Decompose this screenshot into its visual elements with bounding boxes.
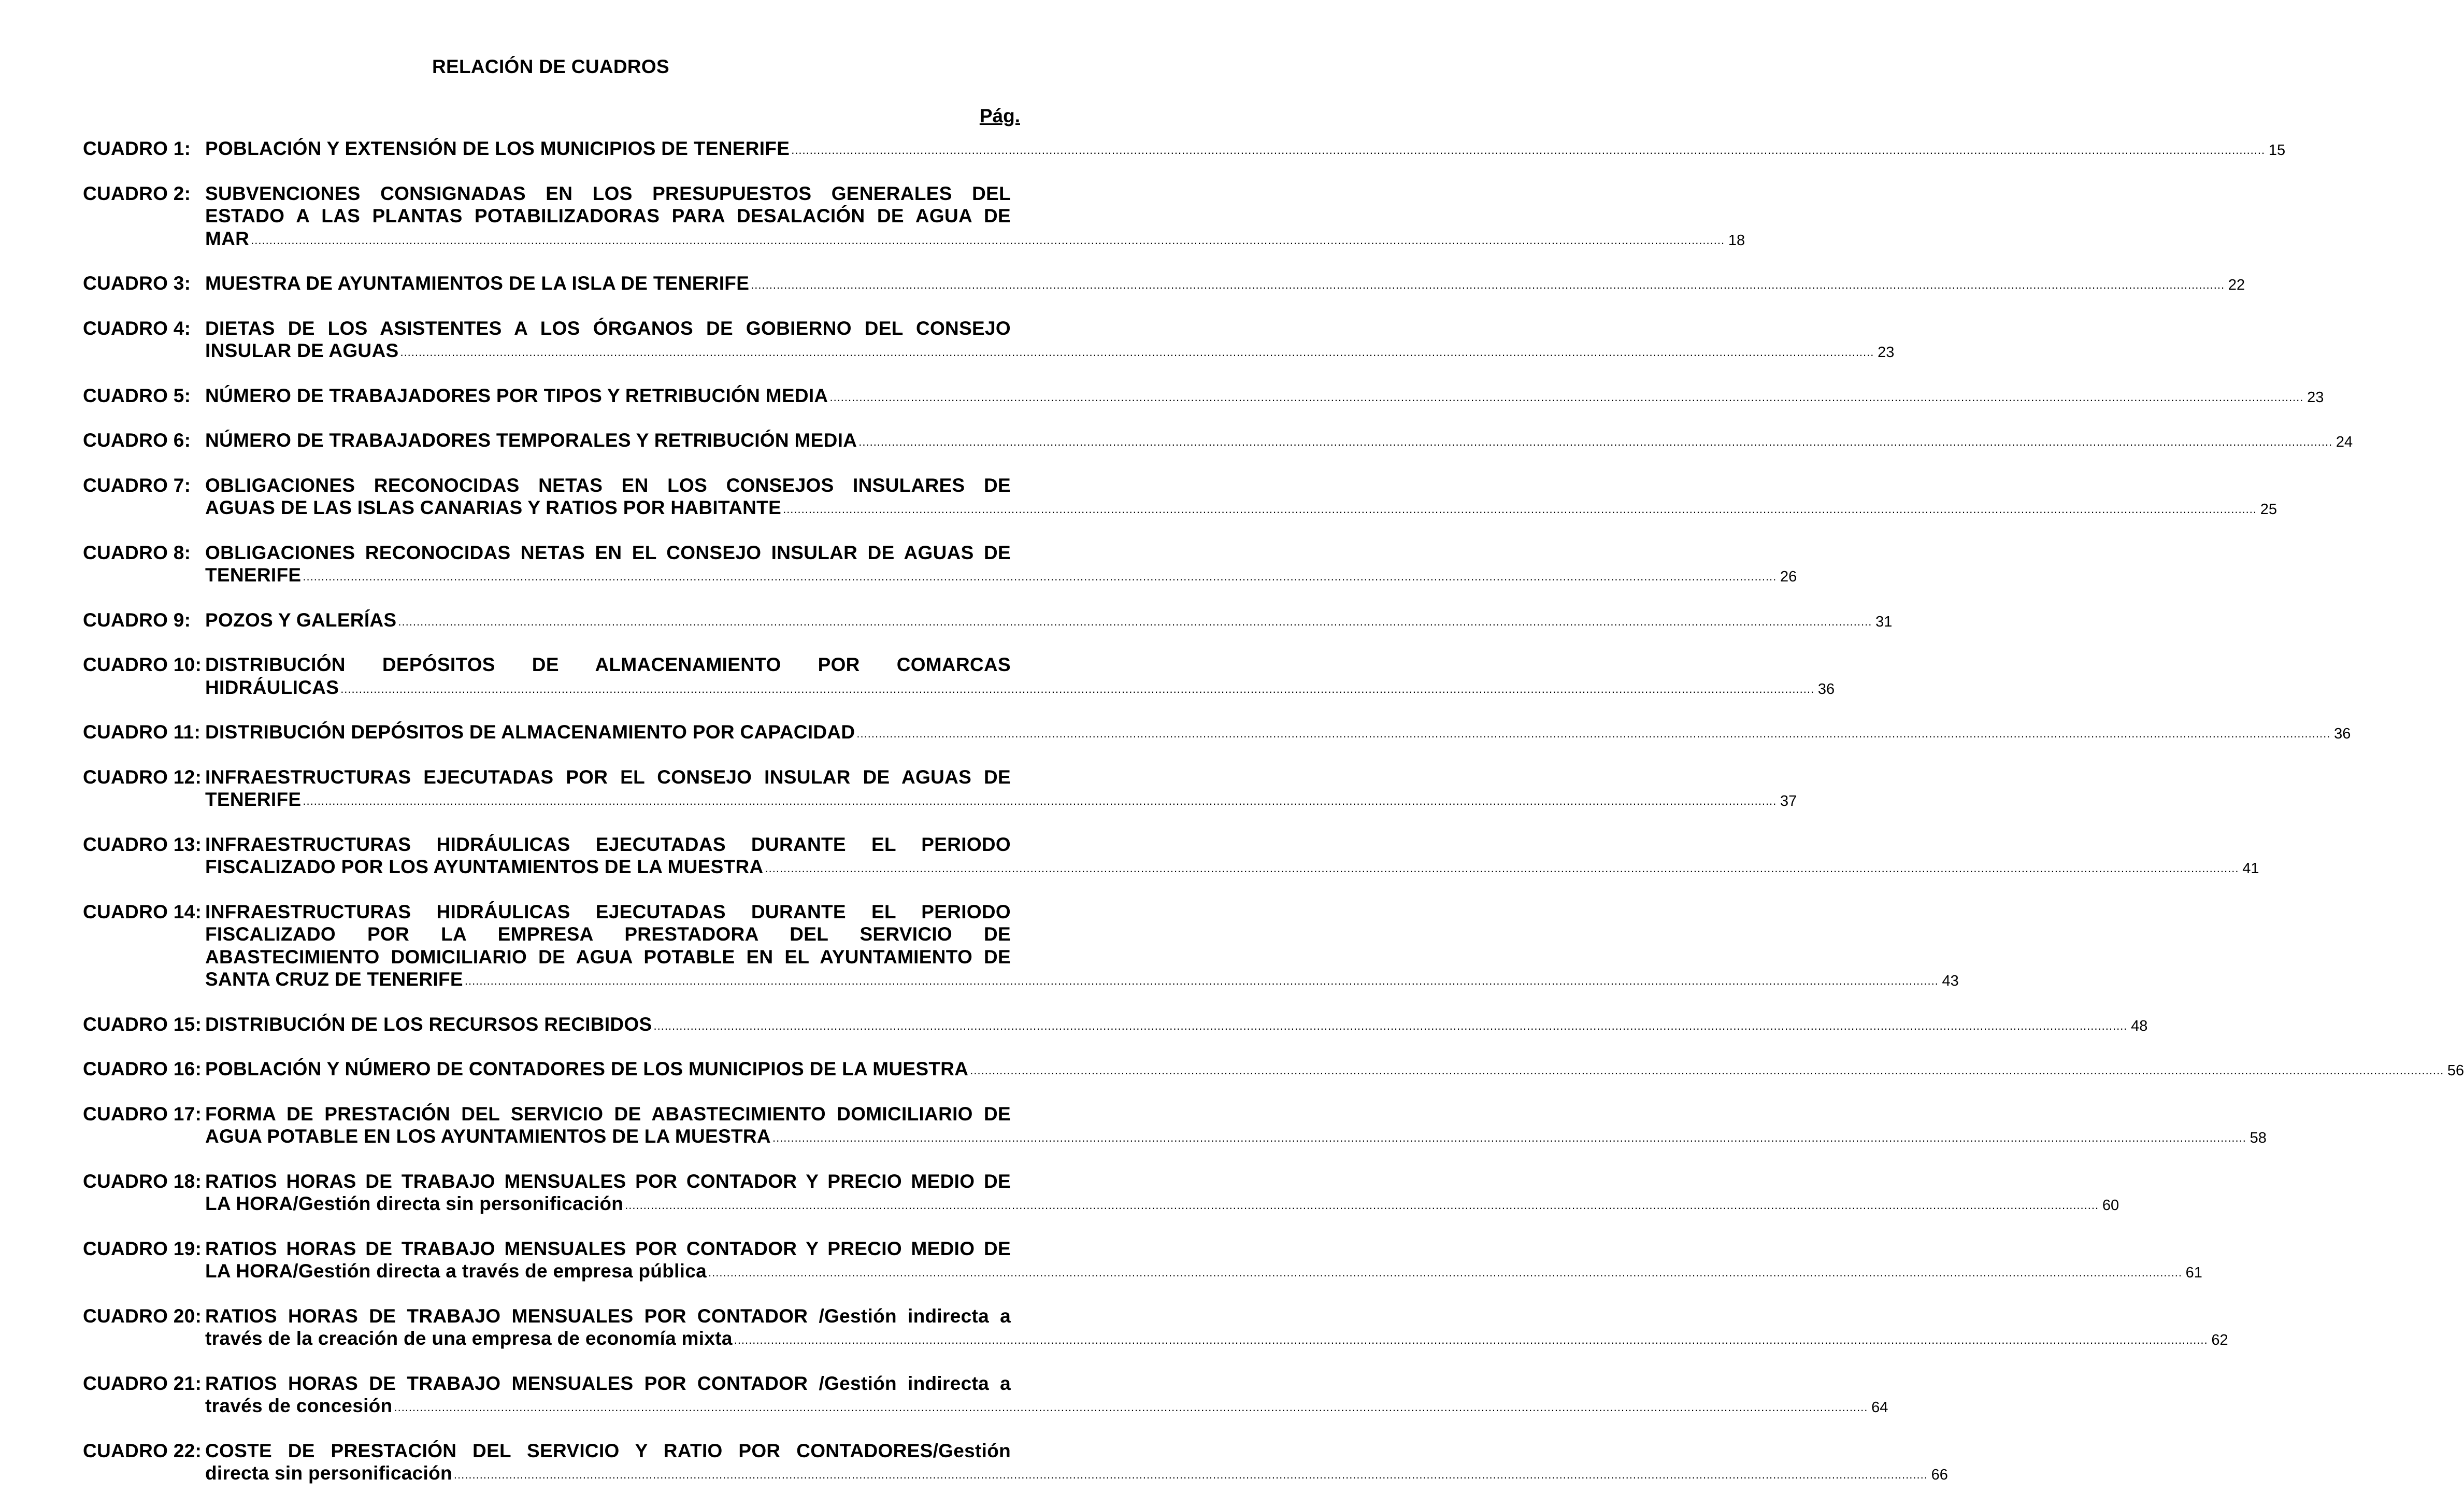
toc-entry[interactable] bbox=[83, 1238, 2202, 1285]
toc-entry-text: través de concesión bbox=[205, 1395, 393, 1416]
dot-leader: ................................................................................................................................................................................................................................................................................................................................................................................................................ bbox=[653, 1019, 2128, 1032]
page-column-label: Pág. bbox=[979, 105, 1020, 126]
toc-entry-last-line bbox=[205, 228, 1745, 253]
toc-entry-text: DISTRIBUCIÓN DE LOS RECURSOS RECIBIDOS bbox=[205, 1013, 652, 1035]
dot-leader: ................................................................................................................................................................................................................................................................................................................................................................................................................ bbox=[464, 974, 1939, 987]
toc-entry-label: CUADRO 16: bbox=[83, 1058, 202, 1079]
toc-entry-text-line: INFRAESTRUCTURAS HIDRÁULICAS EJECUTADAS DURANTE EL PERIODO bbox=[205, 833, 1011, 855]
toc-entry-text: NÚMERO DE TRABAJADORES POR TIPOS Y RETRIBUCIÓN MEDIA bbox=[205, 385, 828, 406]
toc-entry-page-number[interactable]: 36 bbox=[2334, 726, 2351, 742]
dot-leader: ................................................................................................................................................................................................................................................................................................................................................................................................................ bbox=[734, 1333, 2208, 1346]
toc-entry-body bbox=[205, 1372, 1888, 1420]
toc-entry-body bbox=[205, 609, 1893, 634]
toc-entry[interactable] bbox=[83, 1058, 2464, 1083]
dot-leader: ................................................................................................................................................................................................................................................................................................................................................................................................................ bbox=[772, 1131, 2246, 1144]
dot-leader: ................................................................................................................................................................................................................................................................................................................................................................................................................ bbox=[625, 1199, 2099, 1212]
toc-entry-page-number[interactable]: 58 bbox=[2250, 1130, 2267, 1146]
toc-entry-page-number[interactable]: 22 bbox=[2228, 277, 2245, 293]
toc-entry-text-line: RATIOS HORAS DE TRABAJO MENSUALES POR CONTADOR Y PRECIO MEDIO DE bbox=[205, 1238, 1011, 1259]
toc-entry-last-line bbox=[205, 1125, 2267, 1150]
toc-entry-text: POBLACIÓN Y EXTENSIÓN DE LOS MUNICIPIOS DE TENERIFE bbox=[205, 138, 790, 159]
dot-leader: ................................................................................................................................................................................................................................................................................................................................................................................................................ bbox=[791, 144, 2266, 157]
dot-leader: ................................................................................................................................................................................................................................................................................................................................................................................................................ bbox=[251, 233, 1725, 247]
toc-entry-label: CUADRO 18: bbox=[83, 1170, 202, 1192]
toc-entry-text-line: OBLIGACIONES RECONOCIDAS NETAS EN LOS CONSEJOS INSULARES DE bbox=[205, 474, 1011, 496]
toc-entry-body bbox=[205, 901, 1959, 993]
dot-leader: ................................................................................................................................................................................................................................................................................................................................................................................................................ bbox=[858, 435, 2333, 448]
toc-entry[interactable] bbox=[83, 901, 1959, 993]
toc-entry-page-number[interactable]: 25 bbox=[2260, 501, 2277, 518]
toc-entry-text-line: ABASTECIMIENTO DOMICILIARIO DE AGUA POTABLE EN EL AYUNTAMIENTO DE bbox=[205, 946, 1011, 968]
toc-entry-last-line bbox=[205, 1013, 2148, 1039]
toc-entry-text-line: FISCALIZADO POR LA EMPRESA PRESTADORA DEL SERVICIO DE bbox=[205, 923, 1011, 945]
toc-entry-label: CUADRO 17: bbox=[83, 1103, 202, 1125]
toc-entry-page-number[interactable]: 64 bbox=[1871, 1399, 1888, 1416]
toc-entry-label: CUADRO 13: bbox=[83, 833, 202, 855]
toc-entry-label: CUADRO 6: bbox=[83, 430, 191, 451]
toc-entry-label: CUADRO 8: bbox=[83, 542, 191, 563]
toc-entry-text: AGUAS DE LAS ISLAS CANARIAS Y RATIOS POR HABITANTE bbox=[205, 497, 782, 518]
toc-entry-text-line: OBLIGACIONES RECONOCIDAS NETAS EN EL CONSEJO INSULAR DE AGUAS DE bbox=[205, 542, 1011, 563]
toc-entry-body bbox=[205, 474, 2277, 522]
toc-entry-text-line: RATIOS HORAS DE TRABAJO MENSUALES POR CONTADOR Y PRECIO MEDIO DE bbox=[205, 1170, 1011, 1192]
toc-entry[interactable] bbox=[83, 474, 2277, 522]
toc-entry-last-line bbox=[205, 385, 2324, 410]
toc-entry[interactable] bbox=[83, 272, 2245, 297]
toc-entry[interactable] bbox=[83, 1170, 2119, 1218]
toc-entry-label: CUADRO 14: bbox=[83, 901, 202, 922]
toc-entry[interactable] bbox=[83, 137, 2286, 163]
toc-entry-page-number[interactable]: 66 bbox=[1931, 1467, 1948, 1483]
toc-entry[interactable] bbox=[83, 1372, 1888, 1420]
toc-entry-page-number[interactable]: 23 bbox=[1878, 344, 1895, 361]
dot-leader: ................................................................................................................................................................................................................................................................................................................................................................................................................ bbox=[751, 278, 2225, 291]
toc-entry[interactable] bbox=[83, 429, 2353, 454]
toc-entry-body bbox=[205, 182, 1745, 253]
toc-entry-body bbox=[205, 1013, 2148, 1039]
toc-entry-body bbox=[205, 766, 1797, 814]
toc-entry-page-number[interactable]: 62 bbox=[2211, 1332, 2228, 1348]
toc-entry-body bbox=[205, 1238, 2202, 1285]
toc-entry-last-line bbox=[205, 272, 2245, 297]
toc-entry-label: CUADRO 2: bbox=[83, 182, 191, 204]
toc-entry-label: CUADRO 4: bbox=[83, 317, 191, 339]
toc-entry-text: POBLACIÓN Y NÚMERO DE CONTADORES DE LOS MUNICIPIOS DE LA MUESTRA bbox=[205, 1058, 969, 1079]
dot-leader: ................................................................................................................................................................................................................................................................................................................................................................................................................ bbox=[453, 1468, 1928, 1481]
dot-leader: ................................................................................................................................................................................................................................................................................................................................................................................................................ bbox=[398, 615, 1872, 628]
toc-entry-last-line bbox=[205, 1260, 2202, 1285]
toc-entry-body bbox=[205, 317, 1895, 365]
toc-entry-last-line bbox=[205, 1327, 2228, 1353]
toc-entry-last-line bbox=[205, 429, 2353, 454]
toc-entry-last-line bbox=[205, 1058, 2464, 1083]
toc-entry-label: CUADRO 22: bbox=[83, 1440, 202, 1461]
toc-entry-text: SANTA CRUZ DE TENERIFE bbox=[205, 969, 463, 990]
dot-leader: ................................................................................................................................................................................................................................................................................................................................................................................................................ bbox=[783, 503, 2257, 516]
toc-entry-text-line: FORMA DE PRESTACIÓN DEL SERVICIO DE ABASTECIMIENTO DOMICILIARIO DE bbox=[205, 1103, 1011, 1125]
toc-entry-body bbox=[205, 385, 2324, 410]
toc-entry[interactable] bbox=[83, 653, 1835, 701]
dot-leader: ................................................................................................................................................................................................................................................................................................................................................................................................................ bbox=[856, 727, 2331, 740]
toc-entry-page-number[interactable]: 41 bbox=[2242, 860, 2259, 877]
toc-entry-last-line bbox=[205, 1395, 1888, 1420]
toc-entry-text: AGUA POTABLE EN LOS AYUNTAMIENTOS DE LA MUESTRA bbox=[205, 1126, 771, 1147]
dot-leader: ................................................................................................................................................................................................................................................................................................................................................................................................................ bbox=[303, 570, 1777, 583]
dot-leader: ................................................................................................................................................................................................................................................................................................................................................................................................................ bbox=[340, 682, 1815, 695]
toc-entry-last-line bbox=[205, 1192, 2119, 1218]
toc-entry-text: MUESTRA DE AYUNTAMIENTOS DE LA ISLA DE TENERIFE bbox=[205, 273, 750, 294]
toc-entry-last-line bbox=[205, 496, 2277, 522]
toc-entry[interactable] bbox=[83, 609, 1893, 634]
toc-entry-label: CUADRO 10: bbox=[83, 654, 202, 675]
toc-entry-text-line: COSTE DE PRESTACIÓN DEL SERVICIO Y RATIO POR CONTADORES/Gestión bbox=[205, 1440, 1011, 1461]
toc-entry-label: CUADRO 3: bbox=[83, 273, 191, 294]
toc-entry-text: INSULAR DE AGUAS bbox=[205, 340, 399, 361]
toc-entry-page-number[interactable]: 43 bbox=[1942, 973, 1959, 989]
toc-entry-label: CUADRO 7: bbox=[83, 474, 191, 496]
toc-entry-page-number[interactable]: 60 bbox=[2102, 1197, 2119, 1214]
toc-entry-last-line bbox=[205, 609, 1893, 634]
toc-entry-label: CUADRO 5: bbox=[83, 385, 191, 406]
dot-leader: ................................................................................................................................................................................................................................................................................................................................................................................................................ bbox=[394, 1401, 1868, 1414]
toc-entry-label: CUADRO 19: bbox=[83, 1238, 202, 1259]
toc-entry-last-line bbox=[205, 856, 2259, 881]
toc-entry-page-number[interactable]: 36 bbox=[1817, 680, 1835, 698]
toc-entry-page-number[interactable]: 56 bbox=[2447, 1062, 2464, 1079]
dot-leader: ................................................................................................................................................................................................................................................................................................................................................................................................................ bbox=[765, 862, 2239, 875]
toc-entry-text: NÚMERO DE TRABAJADORES TEMPORALES Y RETRIBUCIÓN MEDIA bbox=[205, 430, 857, 451]
toc-entry-body bbox=[205, 1305, 2228, 1353]
toc-entry[interactable] bbox=[83, 1103, 2267, 1150]
toc-entry-page-number[interactable]: 26 bbox=[1780, 568, 1797, 585]
dot-leader: ................................................................................................................................................................................................................................................................................................................................................................................................................ bbox=[829, 390, 2304, 404]
toc-entry-body bbox=[205, 542, 1797, 589]
dot-leader: ................................................................................................................................................................................................................................................................................................................................................................................................................ bbox=[400, 346, 1874, 359]
toc-entry-body bbox=[205, 272, 2245, 297]
toc-entry-text: DISTRIBUCIÓN DEPÓSITOS DE ALMACENAMIENTO POR CAPACIDAD bbox=[205, 721, 855, 743]
toc-entry[interactable] bbox=[83, 721, 2351, 746]
toc-entry-text-line: DISTRIBUCIÓN DEPÓSITOS DE ALMACENAMIENTO POR COMARCAS bbox=[205, 654, 1011, 675]
toc-entry-text-line: INFRAESTRUCTURAS HIDRÁULICAS EJECUTADAS DURANTE EL PERIODO bbox=[205, 901, 1011, 922]
toc-entry-last-line bbox=[205, 339, 1895, 365]
toc-entry[interactable] bbox=[83, 182, 1745, 253]
toc-entry-body bbox=[205, 721, 2351, 746]
toc-entry-label: CUADRO 20: bbox=[83, 1305, 202, 1327]
toc-entry-text: LA HORA/Gestión directa sin personificación bbox=[205, 1193, 624, 1214]
toc-entry[interactable] bbox=[83, 1305, 2228, 1353]
toc-entry-body bbox=[205, 1103, 2267, 1150]
toc-entry-body bbox=[205, 653, 1835, 701]
toc-entry[interactable] bbox=[83, 833, 2259, 881]
toc-entry-page-number[interactable]: 23 bbox=[2307, 389, 2324, 406]
toc-entry-page-number[interactable]: 61 bbox=[2185, 1264, 2202, 1281]
toc-entry-page-number[interactable]: 18 bbox=[1728, 232, 1745, 249]
toc-entry-label: CUADRO 21: bbox=[83, 1372, 202, 1394]
toc-entry-text: través de la creación de una empresa de economía mixta bbox=[205, 1328, 733, 1349]
toc-entry-last-line bbox=[205, 788, 1797, 814]
toc-entry-body bbox=[205, 1440, 1948, 1487]
toc-entry-page-number[interactable]: 15 bbox=[2268, 142, 2286, 159]
toc-entry-text-line: RATIOS HORAS DE TRABAJO MENSUALES POR CONTADOR /Gestión indirecta a bbox=[205, 1372, 1011, 1394]
dot-leader: ................................................................................................................................................................................................................................................................................................................................................................................................................ bbox=[708, 1266, 2182, 1279]
toc-entry[interactable] bbox=[83, 1440, 1948, 1487]
toc-entry-text-line: SUBVENCIONES CONSIGNADAS EN LOS PRESUPUESTOS GENERALES DEL bbox=[205, 182, 1011, 204]
toc-entry-body bbox=[205, 1170, 2119, 1218]
toc-entry-text-line: RATIOS HORAS DE TRABAJO MENSUALES POR CONTADOR /Gestión indirecta a bbox=[205, 1305, 1011, 1327]
toc-entry-text: POZOS Y GALERÍAS bbox=[205, 609, 397, 631]
toc-entry-label: CUADRO 12: bbox=[83, 766, 202, 788]
toc-entry[interactable] bbox=[83, 542, 1797, 589]
toc-entry-label: CUADRO 15: bbox=[83, 1013, 202, 1035]
toc-entry[interactable] bbox=[83, 766, 1797, 814]
toc-entry-text: HIDRÁULICAS bbox=[205, 676, 339, 698]
toc-entry-last-line bbox=[205, 1462, 1948, 1487]
toc-entry-page-number[interactable]: 48 bbox=[2131, 1017, 2148, 1034]
toc-entry[interactable] bbox=[83, 1013, 2148, 1039]
toc-entry-text: LA HORA/Gestión directa a través de empresa pública bbox=[205, 1260, 707, 1282]
toc-entry-last-line bbox=[205, 721, 2351, 746]
toc-entry-text-line: ESTADO A LAS PLANTAS POTABILIZADORAS PARA DESALACIÓN DE AGUA DE bbox=[205, 205, 1011, 226]
toc-entry-body bbox=[205, 1058, 2464, 1083]
toc-entry-text-line: INFRAESTRUCTURAS EJECUTADAS POR EL CONSEJO INSULAR DE AGUAS DE bbox=[205, 766, 1011, 788]
toc-entry-page-number[interactable]: 31 bbox=[1875, 613, 1893, 630]
toc-entry-label: CUADRO 9: bbox=[83, 609, 191, 631]
page-title: RELACIÓN DE CUADROS bbox=[432, 56, 669, 77]
toc-entry-last-line bbox=[205, 137, 2286, 163]
toc-entry-text: TENERIFE bbox=[205, 564, 302, 586]
toc-entry-last-line bbox=[205, 968, 1959, 993]
toc-entry[interactable] bbox=[83, 317, 1895, 365]
toc-entry-body bbox=[205, 137, 2286, 163]
toc-entry[interactable] bbox=[83, 385, 2324, 410]
toc-entry-text: FISCALIZADO POR LOS AYUNTAMIENTOS DE LA MUESTRA bbox=[205, 856, 764, 877]
toc-entry-page-number[interactable]: 24 bbox=[2336, 434, 2353, 450]
table-of-tables bbox=[83, 137, 2464, 1507]
dot-leader: ................................................................................................................................................................................................................................................................................................................................................................................................................ bbox=[303, 794, 1777, 807]
toc-entry-body bbox=[205, 833, 2259, 881]
toc-entry-label: CUADRO 1: bbox=[83, 138, 191, 159]
toc-entry-body bbox=[205, 429, 2353, 454]
toc-entry-text: directa sin personificación bbox=[205, 1462, 452, 1484]
toc-entry-label: CUADRO 11: bbox=[83, 721, 201, 743]
toc-entry-page-number[interactable]: 37 bbox=[1780, 793, 1797, 809]
toc-entry-last-line bbox=[205, 564, 1797, 589]
toc-entry-text-line: DIETAS DE LOS ASISTENTES A LOS ÓRGANOS DE GOBIERNO DEL CONSEJO bbox=[205, 317, 1011, 339]
toc-entry-last-line bbox=[205, 676, 1835, 702]
toc-entry-text: TENERIFE bbox=[205, 789, 302, 810]
dot-leader: ................................................................................................................................................................................................................................................................................................................................................................................................................ bbox=[970, 1064, 2444, 1077]
toc-entry-text: MAR bbox=[205, 228, 250, 249]
